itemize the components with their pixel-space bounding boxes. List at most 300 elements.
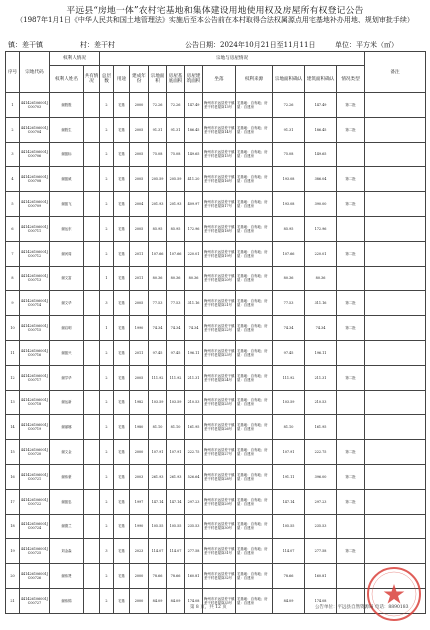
cell-seq: 21 — [6, 588, 20, 613]
cell-shared — [84, 266, 100, 291]
cell-parcel: 97.45 — [149, 340, 167, 365]
cell-location: 梅州市平远县差干镇差干村老屋岗31号 — [203, 539, 236, 564]
cell-building: 235.53 — [305, 514, 337, 539]
cell-total: 210.53 — [185, 390, 203, 415]
cell-seq: 3 — [6, 142, 20, 167]
cell-code: 441426106001JC00706 — [20, 142, 50, 167]
cell-type: 第二批 — [337, 93, 365, 118]
cell-seq: 2 — [6, 117, 20, 142]
cell-location: 梅州市平远县差干镇差干村老屋岗23号 — [203, 340, 236, 365]
cell-total: 409.97 — [185, 192, 203, 217]
cell-year: 2011 — [130, 340, 149, 365]
official-seal — [365, 565, 423, 623]
cell-type — [337, 514, 365, 539]
cell-base: 75.08 — [167, 142, 185, 167]
cell-source: 宅基地：自有地；房屋：自建房 — [236, 464, 273, 489]
cell-base: 201.93 — [167, 192, 185, 217]
cell-base: 78.66 — [167, 564, 185, 589]
cell-building: 210.53 — [305, 390, 337, 415]
cell-seq: 6 — [6, 216, 20, 241]
cell-recognized: 91.31 — [273, 117, 305, 142]
town-label: 镇：差干镇 — [8, 41, 43, 49]
cell-base: 103.59 — [167, 390, 185, 415]
cell-year: 2005 — [130, 117, 149, 142]
cell-use: 宅基 — [114, 241, 130, 266]
header-seq: 序号 — [6, 52, 20, 93]
cell-holder: 谢胜胜 — [50, 93, 84, 118]
header-area-building: 房屋基底面积 — [167, 66, 185, 93]
table-row — [6, 340, 426, 365]
cell-total: 311.16 — [185, 291, 203, 316]
cell-year: 1982 — [130, 390, 149, 415]
cell-shared — [84, 340, 100, 365]
cell-note — [365, 142, 426, 167]
cell-code: 441426106001JC00713 — [20, 266, 50, 291]
cell-location: 梅州市平远县差干镇差干村老屋岗28号 — [203, 464, 236, 489]
cell-recognized: 193.08 — [273, 192, 305, 217]
cell-type: 第二批 — [337, 316, 365, 341]
cell-total: 80.36 — [185, 266, 203, 291]
cell-parcel: 72.26 — [149, 93, 167, 118]
cell-use: 宅基 — [114, 390, 130, 415]
cell-code: 441426106001JC00725 — [20, 539, 50, 564]
cell-source: 宅基地：自有地；房屋：自建房 — [236, 93, 273, 118]
table-row — [6, 117, 426, 142]
header-shared: 共有情况 — [84, 66, 100, 93]
cell-year: 2005 — [130, 291, 149, 316]
cell-recognized: 103.59 — [273, 390, 305, 415]
cell-total: 411.20 — [185, 167, 203, 192]
table-row — [6, 93, 426, 118]
cell-shared — [84, 440, 100, 465]
cell-floors: 2 — [100, 340, 114, 365]
table-row — [6, 464, 426, 489]
cell-total: 172.96 — [185, 216, 203, 241]
cell-code: 441426106001JC00703 — [20, 93, 50, 118]
cell-parcel: 75.08 — [149, 142, 167, 167]
cell-code: 441426106001JC00724 — [20, 514, 50, 539]
cell-parcel: 91.31 — [149, 117, 167, 142]
cell-use: 宅基 — [114, 316, 130, 341]
cell-total: 196.11 — [185, 340, 203, 365]
cell-base: 107.91 — [167, 440, 185, 465]
cell-floors: 1 — [100, 316, 114, 341]
cell-source: 宅基地：自有地；房屋：自建房 — [236, 192, 273, 217]
header-floors: 总层数 — [100, 66, 114, 93]
cell-building: 277.58 — [305, 539, 337, 564]
cell-code: 441426106001JC00720 — [20, 440, 50, 465]
cell-note — [365, 216, 426, 241]
cell-code: 441426106001JC00727 — [20, 588, 50, 613]
cell-parcel: 74.34 — [149, 316, 167, 341]
cell-floors: 2 — [100, 514, 114, 539]
cell-source: 宅基地：自有地；房屋：自建房 — [236, 291, 273, 316]
cell-note — [365, 514, 426, 539]
cell-total: 222.75 — [185, 440, 203, 465]
cell-total: 174.08 — [185, 588, 203, 613]
cell-type — [337, 390, 365, 415]
cell-holder: 谢振兴 — [50, 340, 84, 365]
cell-location: 梅州市平远县差干镇差干村老屋岗27号 — [203, 440, 236, 465]
cell-use: 宅基 — [114, 93, 130, 118]
cell-recognized: 74.34 — [273, 316, 305, 341]
cell-total: 160.81 — [185, 564, 203, 589]
cell-parcel: 85.95 — [149, 216, 167, 241]
cell-note — [365, 489, 426, 514]
cell-code: 441426106001JC00709 — [20, 192, 50, 217]
cell-floors: 2 — [100, 192, 114, 217]
table-row — [6, 142, 426, 167]
cell-parcel: 114.07 — [149, 539, 167, 564]
page-title: 平远县“房地一体”农村宅基地和集体建设用地使用权及房屋所有权登记公告 — [66, 6, 364, 16]
header-location: 坐落 — [203, 66, 236, 93]
cell-location: 梅州市平远县差干镇差干村老屋岗22号 — [203, 316, 236, 341]
cell-note — [365, 316, 426, 341]
cell-seq: 10 — [6, 316, 20, 341]
cell-holder: 谢振威 — [50, 167, 84, 192]
cell-note — [365, 539, 426, 564]
cell-parcel: 81.10 — [149, 415, 167, 440]
cell-building: 196.11 — [305, 340, 337, 365]
cell-type — [337, 415, 365, 440]
cell-shared — [84, 415, 100, 440]
cell-code: 441426106001JC00717 — [20, 365, 50, 390]
cell-floors: 3 — [100, 539, 114, 564]
cell-base: 72.26 — [167, 93, 185, 118]
cell-location: 梅州市平远县差干镇差干村老屋岗26号 — [203, 415, 236, 440]
cell-seq: 9 — [6, 291, 20, 316]
header-note: 备注 — [365, 52, 426, 93]
cell-floors: 2 — [100, 489, 114, 514]
cell-location: 梅州市平远县差干镇差干村老屋岗14号 — [203, 117, 236, 142]
cell-base: 85.95 — [167, 216, 185, 241]
cell-building: 297.23 — [305, 489, 337, 514]
cell-code: 441426106001JC00726 — [20, 564, 50, 589]
cell-code: 441426106001JC00712 — [20, 241, 50, 266]
cell-recognized: 111.92 — [273, 365, 305, 390]
cell-location: 梅州市平远县差干镇差干村老屋岗24号 — [203, 365, 236, 390]
header-year: 建成年份 — [130, 66, 149, 93]
cell-source: 宅基地：自有地；房屋：自建房 — [236, 365, 273, 390]
cell-shared — [84, 142, 100, 167]
cell-base: 107.66 — [167, 241, 185, 266]
cell-source: 宅基地：自有地；房屋：自建房 — [236, 167, 273, 192]
cell-type: 第二批 — [337, 117, 365, 142]
cell-location: 梅州市平远县差干镇差干村老屋岗19号 — [203, 241, 236, 266]
cell-year: 2003 — [130, 464, 149, 489]
cell-seq: 13 — [6, 390, 20, 415]
cell-seq: 20 — [6, 564, 20, 589]
cell-building: 186.45 — [305, 117, 337, 142]
header-area-parcel: 宗地面积 — [149, 66, 167, 93]
table-row — [6, 564, 426, 589]
cell-total: 526.64 — [185, 464, 203, 489]
cell-building: 160.81 — [305, 564, 337, 589]
cell-code: 441426106001JC00715 — [20, 316, 50, 341]
cell-location: 梅州市平远县差干镇差干村老屋岗25号 — [203, 390, 236, 415]
cell-year: 2011 — [130, 266, 149, 291]
table-row — [6, 192, 426, 217]
cell-total: 297.23 — [185, 489, 203, 514]
cell-type: 第二批 — [337, 440, 365, 465]
cell-code: 441426106001JC00708 — [20, 167, 50, 192]
cell-base: 80.36 — [167, 266, 185, 291]
cell-shared — [84, 216, 100, 241]
cell-seq: 8 — [6, 266, 20, 291]
cell-holder: 谢丽娜 — [50, 415, 84, 440]
cell-location: 梅州市平远县差干镇差干村老屋岗21号 — [203, 291, 236, 316]
cell-floors: 2 — [100, 588, 114, 613]
cell-use: 宅基 — [114, 564, 130, 589]
cell-floors: 2 — [100, 440, 114, 465]
cell-floors: 1 — [100, 266, 114, 291]
cell-use: 宅基 — [114, 167, 130, 192]
header-type: 情况类型 — [337, 66, 365, 93]
table-row — [6, 390, 426, 415]
cell-use: 宅基 — [114, 192, 130, 217]
cell-seq: 7 — [6, 241, 20, 266]
cell-parcel: 78.66 — [149, 564, 167, 589]
cell-code: 441426106001JC00716 — [20, 340, 50, 365]
cell-type: 第二批 — [337, 464, 365, 489]
cell-holder: 谢振忠 — [50, 489, 84, 514]
cell-note — [365, 365, 426, 390]
cell-recognized: 107.66 — [273, 241, 305, 266]
cell-seq: 12 — [6, 365, 20, 390]
cell-floors: 2 — [100, 167, 114, 192]
cell-year: 2000 — [130, 93, 149, 118]
cell-location: 梅州市平远县差干镇差干村老屋岗17号 — [203, 192, 236, 217]
cell-shared — [84, 291, 100, 316]
cell-source: 宅基地：自有地；房屋：自建房 — [236, 266, 273, 291]
cell-holder: 谢文富 — [50, 266, 84, 291]
cell-note — [365, 464, 426, 489]
cell-base: 114.07 — [167, 539, 185, 564]
cell-location: 梅州市平远县差干镇差干村老屋岗32号 — [203, 564, 236, 589]
cell-building: 174.08 — [305, 588, 337, 613]
cell-location: 梅州市平远县差干镇差干村老屋岗20号 — [203, 266, 236, 291]
cell-use: 宅基 — [114, 340, 130, 365]
cell-code: 441426106001JC00711 — [20, 216, 50, 241]
cell-base: 81.10 — [167, 415, 185, 440]
cell-seq: 17 — [6, 489, 20, 514]
cell-type: 第二批 — [337, 291, 365, 316]
cell-holder: 谢文华 — [50, 291, 84, 316]
cell-source: 宅基地：自有地；房屋：自建房 — [236, 316, 273, 341]
cell-building: 149.65 — [305, 142, 337, 167]
cell-type: 第二批 — [337, 539, 365, 564]
cell-base: 147.14 — [167, 489, 185, 514]
cell-building: 147.49 — [305, 93, 337, 118]
cell-shared — [84, 117, 100, 142]
cell-use: 宅基 — [114, 365, 130, 390]
cell-base: 77.53 — [167, 291, 185, 316]
cell-use: 宅基 — [114, 142, 130, 167]
cell-seq: 19 — [6, 539, 20, 564]
cell-base: 91.31 — [167, 117, 185, 142]
cell-type: 第二批 — [337, 489, 365, 514]
cell-total: 277.58 — [185, 539, 203, 564]
cell-note — [365, 440, 426, 465]
cell-floors: 2 — [100, 117, 114, 142]
cell-code: 441426106001JC00721 — [20, 464, 50, 489]
cell-recognized: 193.08 — [273, 167, 305, 192]
cell-base: 84.09 — [167, 588, 185, 613]
cell-holder: 谢启明 — [50, 316, 84, 341]
cell-note — [365, 93, 426, 118]
cell-note — [365, 266, 426, 291]
cell-recognized: 72.26 — [273, 93, 305, 118]
cell-base: 205.59 — [167, 167, 185, 192]
cell-parcel: 105.55 — [149, 514, 167, 539]
cell-building: 220.01 — [305, 241, 337, 266]
cell-use: 宅基 — [114, 514, 130, 539]
cell-holder: 谢德兰 — [50, 514, 84, 539]
table-body — [6, 93, 426, 614]
cell-note — [365, 241, 426, 266]
cell-use: 宅基 — [114, 489, 130, 514]
village-label: 村：差干村 — [80, 41, 115, 49]
cell-year: 1980 — [130, 415, 149, 440]
table-row — [6, 167, 426, 192]
cell-year: 1997 — [130, 489, 149, 514]
cell-floors: 2 — [100, 365, 114, 390]
cell-parcel: 147.14 — [149, 489, 167, 514]
cell-building: 74.34 — [305, 316, 337, 341]
cell-recognized: 81.10 — [273, 415, 305, 440]
cell-floors: 3 — [100, 291, 114, 316]
cell-recognized: 77.53 — [273, 291, 305, 316]
cell-base: 74.34 — [167, 316, 185, 341]
cell-holder: 谢振飞 — [50, 192, 84, 217]
cell-note — [365, 291, 426, 316]
cell-shared — [84, 93, 100, 118]
cell-note — [365, 192, 426, 217]
cell-source: 宅基地：自有地；房屋：自建房 — [236, 216, 273, 241]
cell-holder: 谢文金 — [50, 440, 84, 465]
cell-parcel: 205.59 — [149, 167, 167, 192]
cell-year: 2005 — [130, 365, 149, 390]
cell-total: 211.31 — [185, 365, 203, 390]
cell-shared — [84, 167, 100, 192]
table-row — [6, 415, 426, 440]
cell-building: 161.95 — [305, 415, 337, 440]
cell-note — [365, 167, 426, 192]
table-row — [6, 539, 426, 564]
cell-type: 第二批 — [337, 167, 365, 192]
cell-holder: 谢学华 — [50, 365, 84, 390]
cell-holder: 谢伟豪 — [50, 464, 84, 489]
cell-recognized: 84.09 — [273, 588, 305, 613]
table-row — [6, 216, 426, 241]
cell-source: 宅基地：自有地；房屋：自建房 — [236, 241, 273, 266]
cell-source: 宅基地：自有地；房屋：自建房 — [236, 539, 273, 564]
cell-source: 宅基地：自有地；房屋：自建房 — [236, 440, 273, 465]
page-subtitle: （1987年1月1日《中华人民共和国土地管理法》实施后至本公告前在本村取得合法权属源点用宅基地补办用地、规划审批手续） — [16, 16, 414, 24]
cell-location: 梅州市平远县差干镇差干村老屋岗15号 — [203, 142, 236, 167]
header-holder: 权利人姓名 — [50, 66, 84, 93]
cell-recognized: 105.55 — [273, 514, 305, 539]
cell-use: 宅基 — [114, 291, 130, 316]
cell-shared — [84, 365, 100, 390]
cell-recognized: 78.66 — [273, 564, 305, 589]
header-code: 宗地代码 — [20, 52, 50, 93]
cell-type: 第二批 — [337, 241, 365, 266]
cell-parcel: 111.92 — [149, 365, 167, 390]
cell-total: 235.53 — [185, 514, 203, 539]
cell-year: 2000 — [130, 588, 149, 613]
cell-floors: 2 — [100, 216, 114, 241]
cell-parcel: 103.59 — [149, 390, 167, 415]
cell-year: 2005 — [130, 167, 149, 192]
cell-year: 2004 — [130, 192, 149, 217]
cell-source: 宅基地：自有地；房屋：自建房 — [236, 415, 273, 440]
cell-source: 宅基地：自有地；房屋：自建房 — [236, 489, 273, 514]
cell-recognized: 97.45 — [273, 340, 305, 365]
cell-shared — [84, 192, 100, 217]
cell-base: 261.93 — [167, 464, 185, 489]
table-row — [6, 440, 426, 465]
cell-holder: 谢伟贤 — [50, 564, 84, 589]
header-building-approved: 建筑面积确认 — [305, 66, 337, 93]
unit-label: 单位：平方米（㎡） — [335, 41, 398, 49]
cell-floors: 2 — [100, 564, 114, 589]
cell-holder: 刘金森 — [50, 539, 84, 564]
cell-total: 74.34 — [185, 316, 203, 341]
cell-use: 宅基 — [114, 216, 130, 241]
cell-seq: 5 — [6, 192, 20, 217]
cell-year: 2005 — [130, 216, 149, 241]
cell-code: 441426106001JC00704 — [20, 117, 50, 142]
cell-total: 220.01 — [185, 241, 203, 266]
cell-building: 311.16 — [305, 291, 337, 316]
cell-recognized: 191.11 — [273, 464, 305, 489]
header-recognized: 宗地面积确认 — [273, 66, 305, 93]
cell-floors: 2 — [100, 390, 114, 415]
cell-recognized: 80.36 — [273, 266, 305, 291]
cell-total: 161.95 — [185, 415, 203, 440]
footer-contact: 公告单位：平远县自然资源局 电话：8890183 — [315, 605, 409, 610]
cell-building: 386.04 — [305, 167, 337, 192]
cell-total: 147.49 — [185, 93, 203, 118]
cell-source: 宅基地：自有地；房屋：自建房 — [236, 588, 273, 613]
table-row — [6, 266, 426, 291]
cell-recognized: 85.95 — [273, 216, 305, 241]
cell-year: 1990 — [130, 316, 149, 341]
cell-year: 2023 — [130, 539, 149, 564]
cell-recognized: 147.14 — [273, 489, 305, 514]
cell-use: 宅基 — [114, 440, 130, 465]
cell-shared — [84, 390, 100, 415]
cell-shared — [84, 539, 100, 564]
table-row — [6, 365, 426, 390]
header-area-total: 房屋建筑面积 — [185, 66, 203, 93]
cell-note — [365, 340, 426, 365]
cell-recognized: 114.07 — [273, 539, 305, 564]
cell-source: 宅基地：自有地；房屋：自建房 — [236, 564, 273, 589]
cell-type — [337, 564, 365, 589]
cell-shared — [84, 514, 100, 539]
cell-code: 441426106001JC00714 — [20, 291, 50, 316]
cell-floors: 2 — [100, 464, 114, 489]
cell-source: 宅基地：自有地；房屋：自建房 — [236, 117, 273, 142]
cell-type — [337, 216, 365, 241]
cell-use: 宅基 — [114, 117, 130, 142]
cell-seq: 1 — [6, 93, 20, 118]
cell-seq: 4 — [6, 167, 20, 192]
cell-parcel: 261.93 — [149, 464, 167, 489]
cell-type — [337, 340, 365, 365]
